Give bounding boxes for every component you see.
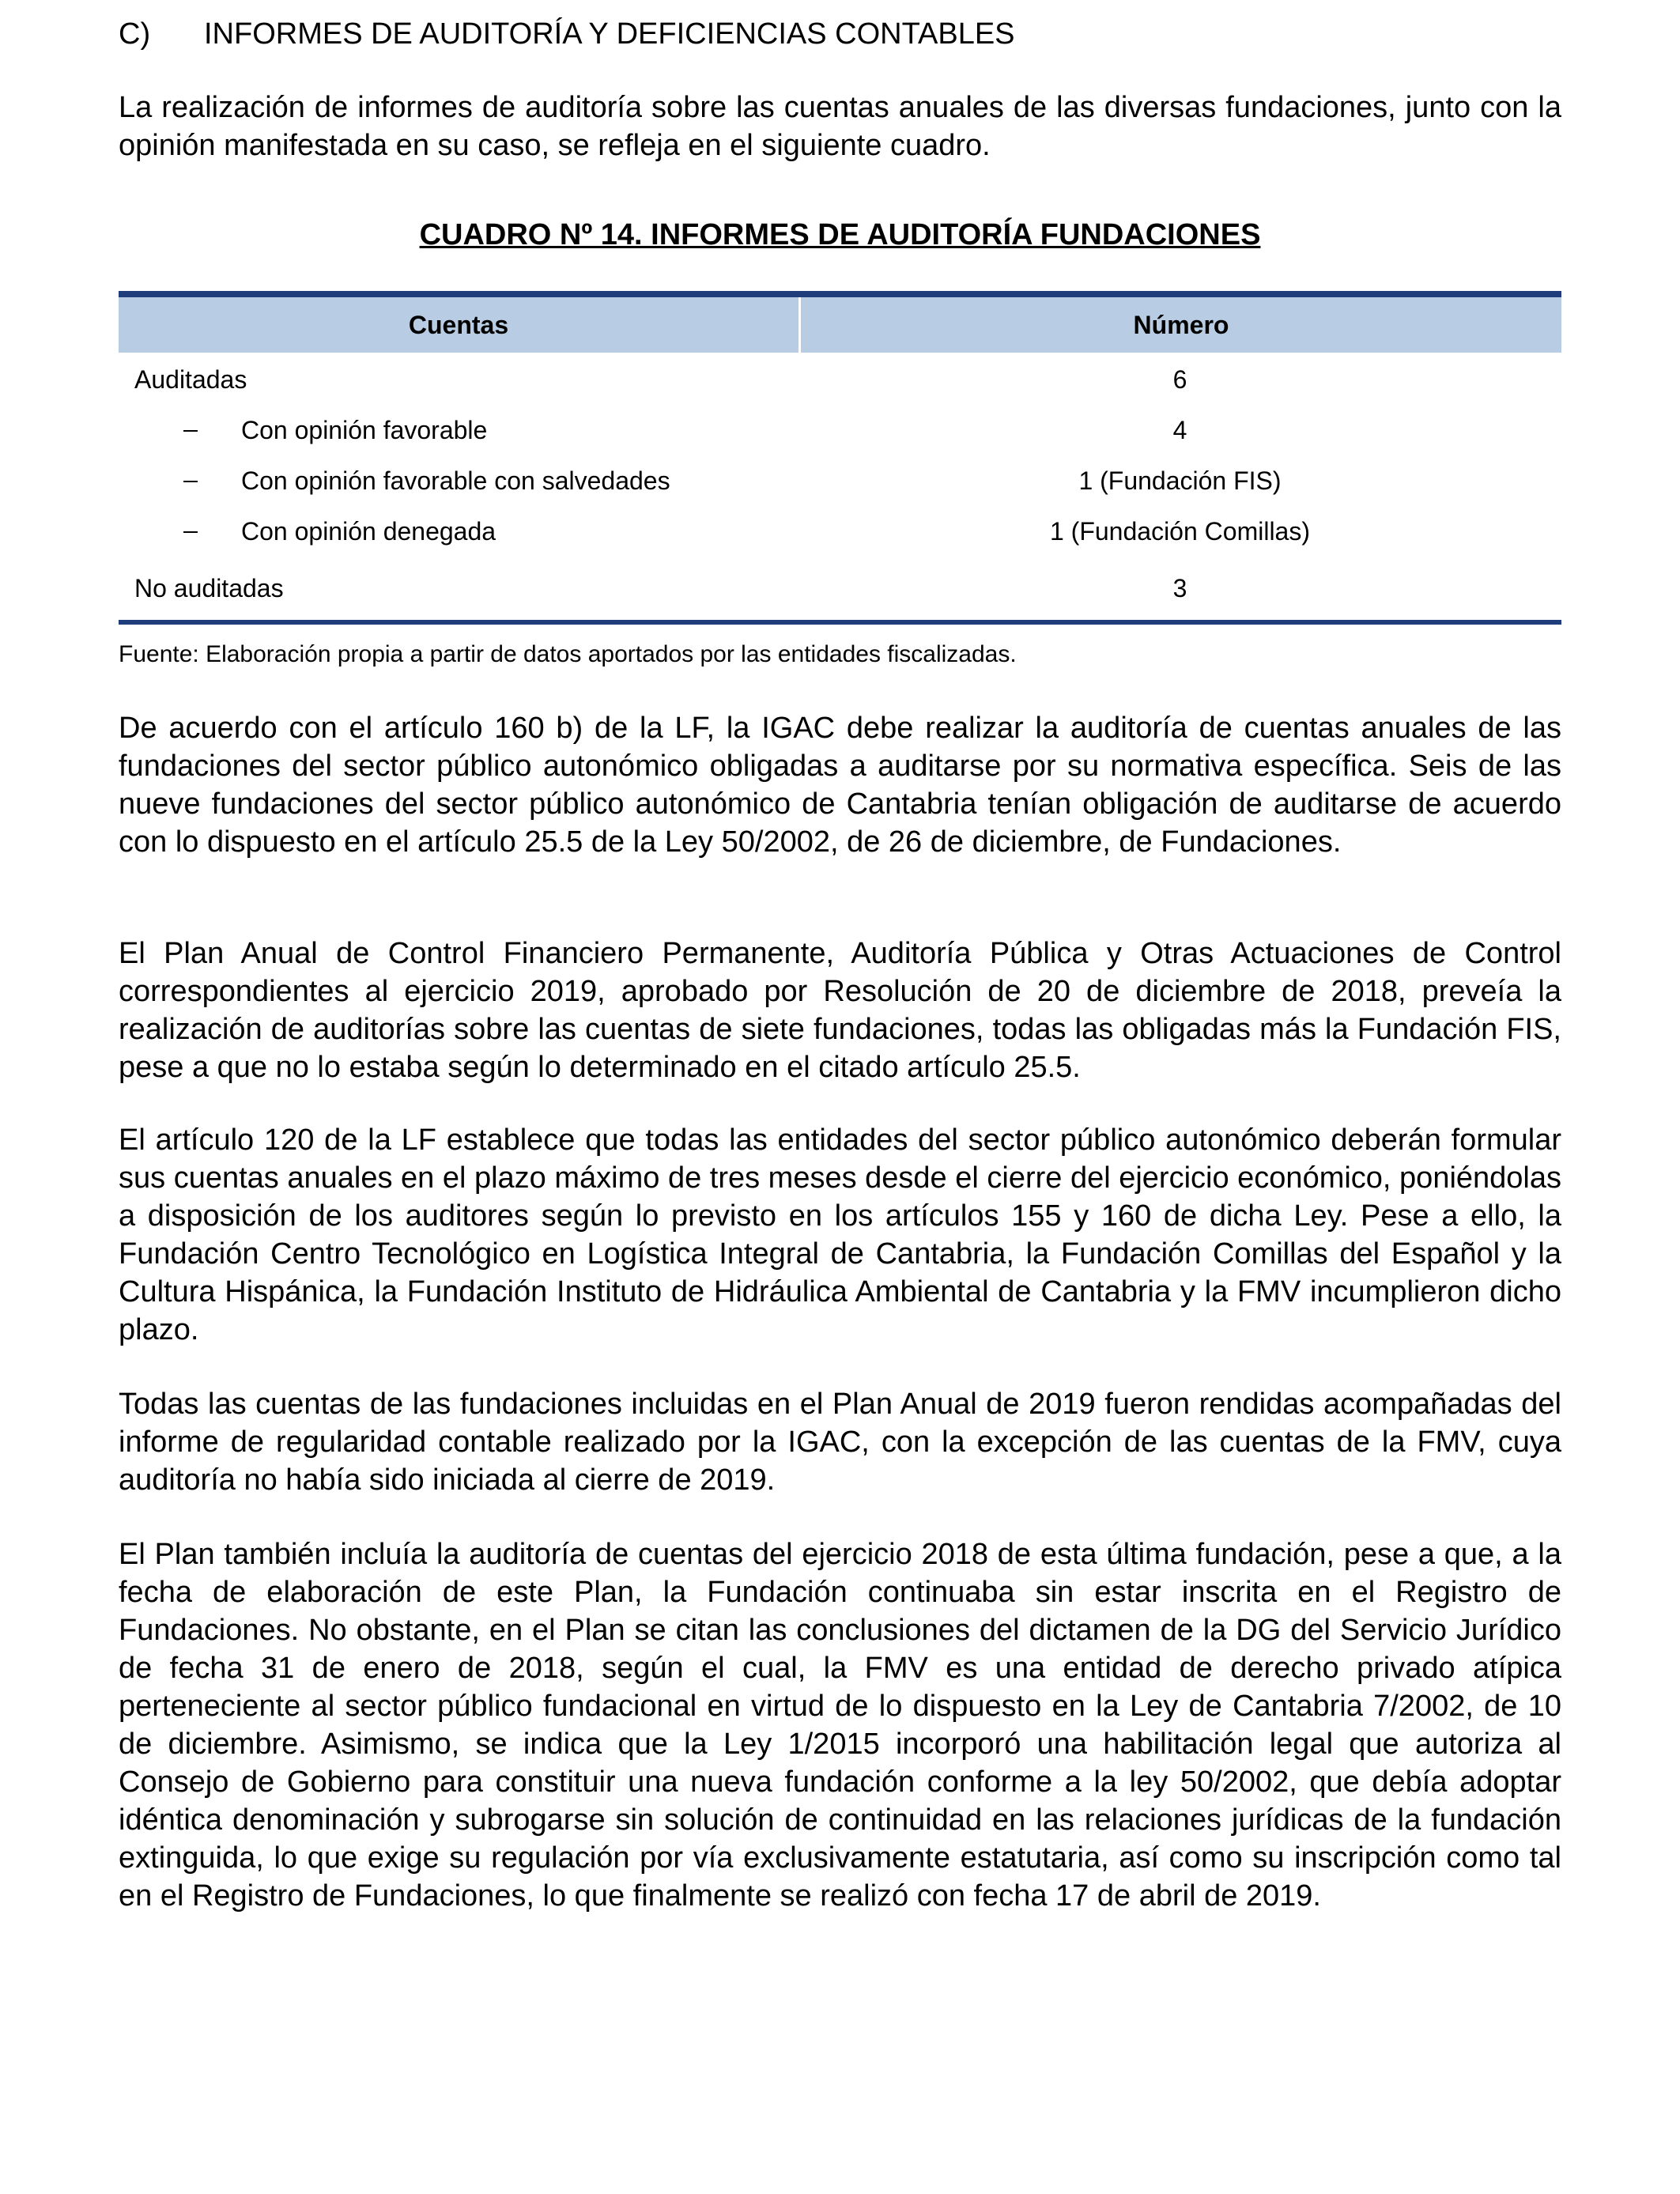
table-row <box>119 506 1561 557</box>
row-value: 1 (Fundación FIS) <box>1078 466 1282 495</box>
table-row <box>119 455 1561 506</box>
row-label: No auditadas <box>134 573 284 602</box>
body-paragraph: El Plan Anual de Control Financiero Permanente, Auditoría Pública y Otras Actuaciones de Control correspondientes al ejercicio 2019, aprobado por Resolución de 20 de diciembre de 2018, preveía la realización de auditorías sobre las cuentas de siete fundaciones, todas las obligadas más la Fundación FIS, pese a que no lo estaba según lo determinado en el citado artículo 25.5. <box>119 937 1561 1084</box>
intro-paragraph: La realización de informes de auditoría sobre las cuentas anuales de las diversas fundaciones, junto con la opinión manifestada en su caso, se refleja en el siguiente cuadro. <box>119 91 1561 162</box>
row-label: Con opinión favorable <box>241 415 488 444</box>
table-bottom-rule <box>119 620 1561 625</box>
table-top-rule <box>119 291 1561 297</box>
section-title: INFORMES DE AUDITORÍA Y DEFICIENCIAS CONTABLES <box>204 17 1015 51</box>
body-paragraph: De acuerdo con el artículo 160 b) de la LF, la IGAC debe realizar la auditoría de cuentas anuales de las fundaciones del sector público autonómico obligadas a auditarse por su normativa específica. Seis de las nueve fundaciones del sector público autonómico de Cantabria tenían obligación de auditarse de acuerdo con lo dispuesto en el artículo 25.5 de la Ley 50/2002, de 26 de diciembre, de Fundaciones. <box>119 712 1561 859</box>
table-row <box>119 355 1561 405</box>
header-cuentas: Cuentas <box>119 297 798 353</box>
table-source-note: Fuente: Elaboración propia a partir de datos aportados por las entidades fiscalizadas. <box>119 641 1017 667</box>
dash-bullet <box>183 481 198 482</box>
table-header <box>119 297 1561 353</box>
row-label: Con opinión denegada <box>241 516 496 546</box>
table-row <box>119 557 1561 620</box>
audit-table <box>119 291 1561 625</box>
row-label: Auditadas <box>134 365 247 394</box>
row-value: 1 (Fundación Comillas) <box>1049 516 1310 546</box>
row-label: Con opinión favorable con salvedades <box>241 466 670 495</box>
row-value: 4 <box>1172 415 1187 444</box>
body-paragraph: El Plan también incluía la auditoría de cuentas del ejercicio 2018 de esta última fundación, pese a que, a la fecha de elaboración de este Plan, la Fundación continuaba sin estar inscrita en el Registro de Fundaciones. No obstante, en el Plan se citan las conclusiones del dictamen de la DG del Servicio Jurídico de fecha 31 de enero de 2018, según el cual, la FMV es una entidad de derecho privado atípica perteneciente al sector público fundacional en virtud de lo dispuesto en la Ley de Cantabria 7/2002, de 10 de diciembre. Asimismo, se indica que la Ley 1/2015 incorporó una habilitación legal que autoriza al Consejo de Gobierno para constituir una nueva fundación conforme a la ley 50/2002, que debía adoptar idéntica denominación y subrogarse sin solución de continuidad en las relaciones jurídicas de la fundación extinguida, lo que exige su regulación por vía exclusivamente estatutaria, así como su inscripción como tal en el Registro de Fundaciones, lo que finalmente se realizó con fecha 17 de abril de 2019. <box>119 1538 1561 1913</box>
body-paragraph: El artículo 120 de la LF establece que todas las entidades del sector público autonómico deberán formular sus cuentas anuales en el plazo máximo de tres meses desde el cierre del ejercicio económico, poniéndolas a disposición de los auditores según lo previsto en los artículos 155 y 160 de dicha Ley. Pese a ello, la Fundación Centro Tecnológico en Logística Integral de Cantabria, la Fundación Comillas del Español y la Cultura Hispánica, la Fundación Instituto de Hidráulica Ambiental de Cantabria y la FMV incumplieron dicho plazo. <box>119 1123 1562 1346</box>
body-paragraph: Todas las cuentas de las fundaciones incluidas en el Plan Anual de 2019 fueron rendidas acompañadas del informe de regularidad contable realizado por la IGAC, con la excepción de las cuentas de la FMV, cuya auditoría no había sido iniciada al cierre de 2019. <box>119 1388 1561 1497</box>
section-letter: C) <box>119 17 151 51</box>
dash-bullet <box>183 531 198 533</box>
table-row <box>119 405 1561 455</box>
row-value: 3 <box>1172 573 1187 602</box>
table-title: CUADRO Nº 14. INFORMES DE AUDITORÍA FUNDACIONES <box>419 218 1261 251</box>
dash-bullet <box>183 430 198 432</box>
section-heading <box>119 14 1015 54</box>
header-numero: Número <box>801 297 1561 353</box>
row-value: 6 <box>1172 365 1187 394</box>
